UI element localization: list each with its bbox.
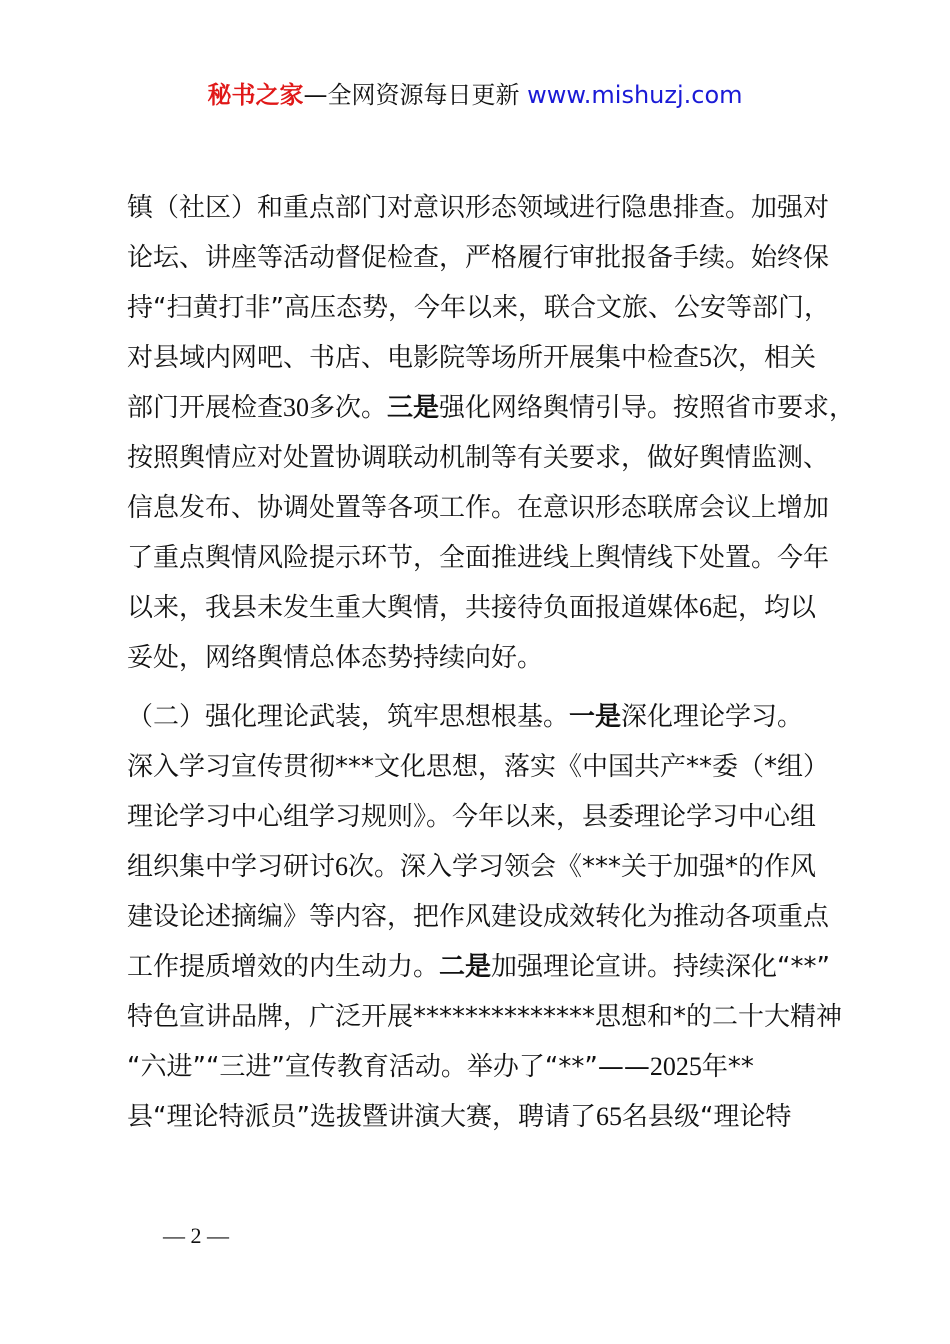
text-line: 县“理论特派员”选拔暨讲演大赛，聘请了65名县级“理论特 bbox=[127, 1102, 792, 1132]
text-line: 特色宣讲品牌，广泛开展**************思想和*的二十大精神 bbox=[127, 1002, 843, 1032]
text-line: 持“扫黄打非”高压态势，今年以来，联合文旅、公安等部门， bbox=[127, 293, 830, 323]
text-line: 了重点舆情风险提示环节，全面推进线上舆情线下处置。今年 bbox=[127, 543, 830, 573]
text-line: 部门开展检查30多次。三是强化网络舆情引导。按照省市要求， bbox=[127, 393, 856, 423]
text-line: 对县域内网吧、书店、电影院等场所开展集中检查5次，相关 bbox=[127, 343, 817, 373]
text-line: 镇（社区）和重点部门对意识形态领域进行隐患排查。加强对 bbox=[127, 193, 830, 223]
text-line: 深入学习宣传贯彻***文化思想，落实《中国共产**委（*组） bbox=[127, 752, 830, 782]
text-line: 以来，我县未发生重大舆情，共接待负面报道媒体6起，均以 bbox=[127, 593, 817, 623]
text-line: （二）强化理论武装，筑牢思想根基。一是深化理论学习。 bbox=[127, 702, 804, 732]
text-line: 按照舆情应对处置协调联动机制等有关要求，做好舆情监测、 bbox=[127, 443, 830, 473]
brand-name: 秘书之家 bbox=[207, 81, 304, 109]
paragraph-gap bbox=[127, 683, 842, 692]
bold-marker: 二是 bbox=[439, 952, 492, 982]
text-line: 论坛、讲座等活动督促检查，严格履行审批报备手续。始终保 bbox=[127, 243, 830, 273]
text-line: 信息发布、协调处置等各项工作。在意识形态联席会议上增加 bbox=[127, 493, 830, 523]
header-tagline: —全网资源每日更新 bbox=[303, 81, 520, 109]
document-body bbox=[127, 183, 856, 1142]
site-url-link[interactable]: www.mishuzj.com bbox=[527, 81, 743, 109]
text-line: 工作提质增效的内生动力。二是加强理论宣讲。持续深化“**” bbox=[127, 952, 830, 982]
page-number: — 2 — bbox=[163, 1223, 229, 1248]
text-line: “六进”“三进”宣传教育活动。举办了“**”——2025年** bbox=[127, 1052, 754, 1082]
bold-marker: 三是 bbox=[387, 393, 440, 423]
text-line: 建设论述摘编》等内容，把作风建设成效转化为推动各项重点 bbox=[127, 902, 830, 932]
text-line: 妥处，网络舆情总体态势持续向好。 bbox=[127, 643, 544, 673]
bold-marker: 一是 bbox=[569, 702, 622, 732]
site-header bbox=[0, 78, 950, 112]
text-line: 组织集中学习研讨6次。深入学习领会《***关于加强*的作风 bbox=[127, 852, 817, 882]
text-line: 理论学习中心组学习规则》。今年以来，县委理论学习中心组 bbox=[127, 802, 817, 832]
